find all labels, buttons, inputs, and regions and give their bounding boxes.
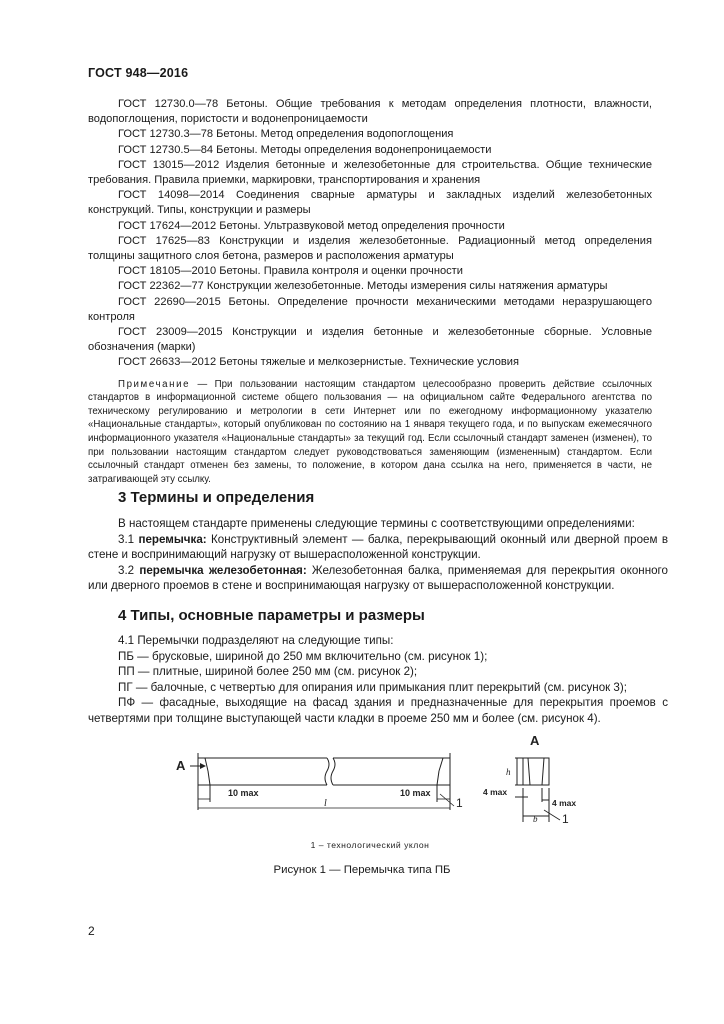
type-list-item: ПП — плитные, шириной более 250 мм (см. рисунок 2);	[118, 665, 418, 679]
term-name: перемычка железобетонная:	[139, 563, 307, 577]
page-number: 2	[88, 924, 95, 938]
type-list-item: ПФ — фасадные, выходящие на фасад здания и предназначенные для перекрытия проемов с четвертями при толщине выступающей части кладки в проеме 250 мм и более (см. рисунок 4).	[88, 696, 668, 725]
normative-references	[88, 97, 652, 486]
callout-number: 1	[562, 812, 569, 826]
reference-item: ГОСТ 12730.0—78 Бетоны. Общие требования к методам определения плотности, влажности, водопоглощения, пористости и водонепроницаемости	[88, 98, 652, 126]
reference-item: ГОСТ 17625—83 Конструкции и изделия железобетонные. Радиационный метод определения толщины защитного слоя бетона, размеров и расположения арматуры	[88, 234, 652, 263]
section-4-title: 4 Типы, основные параметры и размеры	[118, 607, 425, 624]
section-3-title: 3 Термины и определения	[118, 489, 315, 506]
callout-leader	[440, 794, 454, 806]
callout-leader	[544, 810, 560, 820]
reference-item: ГОСТ 17624—2012 Бетоны. Ультразвуковой метод определения прочности	[118, 219, 505, 232]
term-number: 3.1	[118, 532, 139, 546]
reference-item: ГОСТ 13015—2012 Изделия бетонные и железобетонные для строительства. Общие технические требования. Правила приемки, маркировки, транспортирования и хранения	[88, 158, 652, 187]
type-list-item: ПГ — балочные, с четвертью для опирания или примыкания плит перекрытий (см. рисунок 3);	[118, 680, 627, 694]
references-note	[88, 378, 652, 487]
section-3-body	[88, 516, 668, 594]
type-list-item: 4.1 Перемычки подразделяют на следующие типы:	[118, 634, 394, 647]
figure-caption: Рисунок 1 — Перемычка типа ПБ	[273, 864, 451, 876]
view-label-right: А	[530, 733, 540, 748]
term-definition	[88, 563, 668, 594]
reference-item: ГОСТ 22690—2015 Бетоны. Определение прочности механическими методами неразрушающего контроля	[88, 295, 652, 323]
section-3-intro: В настоящем стандарте применены следующие термины с соответствующими определениями:	[118, 517, 635, 530]
term-text: Железобетонная балка, применяемая для перекрытия оконного или дверного проемов в стене и воспринимающая нагрузку от вышерасположенной конструкции.	[88, 563, 668, 593]
section-4-body	[88, 633, 668, 727]
dimension-label: 4 max	[552, 798, 577, 808]
figure-legend: 1 – технологический уклон	[310, 840, 430, 850]
reference-item: ГОСТ 23009—2015 Конструкции и изделия бетонные и железобетонные сборные. Условные обозначения (марки)	[88, 326, 652, 354]
reference-item: ГОСТ 14098—2014 Соединения сварные арматуры и закладных изделий железобетонных конструкций. Типы, конструкции и размеры	[88, 189, 652, 217]
dimension-label: 10 max	[400, 788, 431, 798]
reference-item: ГОСТ 26633—2012 Бетоны тяжелые и мелкозернистые. Технические условия	[118, 356, 519, 369]
term-definition	[88, 532, 668, 563]
reference-item: ГОСТ 22362—77 Конструкции железобетонные. Методы измерения силы натяжения арматуры	[118, 280, 608, 293]
document-header: ГОСТ 948—2016	[88, 66, 189, 80]
note-lead: Примечание	[118, 378, 191, 390]
type-list-item: ПБ — брусковые, шириной до 250 мм включительно (см. рисунок 1);	[118, 649, 488, 663]
note-text: — При пользовании настоящим стандартом целесообразно проверить действие ссылочных стандартов в информационной системе общего пользования — на официальном сайте Федерального агентства по техническому регулированию и метрологии в сети Интернет или по ежегодному информационному указателю «Национальные стандарты», который опубликован по состоянию на 1 января текущего года, и по выпускам ежемесячного информационного указателя «Национальные стандарты» за текущий год. Если ссылочный стандарт заменен (изменен), то при пользовании настоящим стандартом следует руководствоваться заменяющим (измененным) стандартом. Если ссылочный стандарт отменен без замены, то положение, в котором дана ссылка на него, применяется в части, не затрагивающей эту ссылку.	[88, 378, 652, 485]
figure-1-drawing	[150, 730, 590, 860]
term-text: Конструктивный элемент — балка, перекрывающий оконный или дверной проем в стене и воспринимающий нагрузку от вышерасположенной конструкции.	[88, 532, 668, 562]
dimension-label: 10 max	[228, 788, 259, 798]
reference-item: ГОСТ 12730.3—78 Бетоны. Метод определения водопоглощения	[118, 128, 454, 141]
term-number: 3.2	[118, 563, 140, 577]
dimension-label: h	[506, 767, 511, 777]
reference-item: ГОСТ 12730.5—84 Бетоны. Методы определения водонепроницаемости	[118, 143, 492, 156]
dimension-label: b	[533, 814, 538, 824]
reference-item: ГОСТ 18105—2010 Бетоны. Правила контроля и оценки прочности	[118, 265, 463, 278]
callout-number: 1	[456, 796, 463, 810]
beam-cross-section	[515, 758, 549, 822]
term-name: перемычка:	[138, 532, 207, 546]
view-label-left: А	[176, 758, 186, 773]
dimension-label: l	[324, 798, 327, 809]
dimension-label: 4 max	[483, 787, 508, 797]
